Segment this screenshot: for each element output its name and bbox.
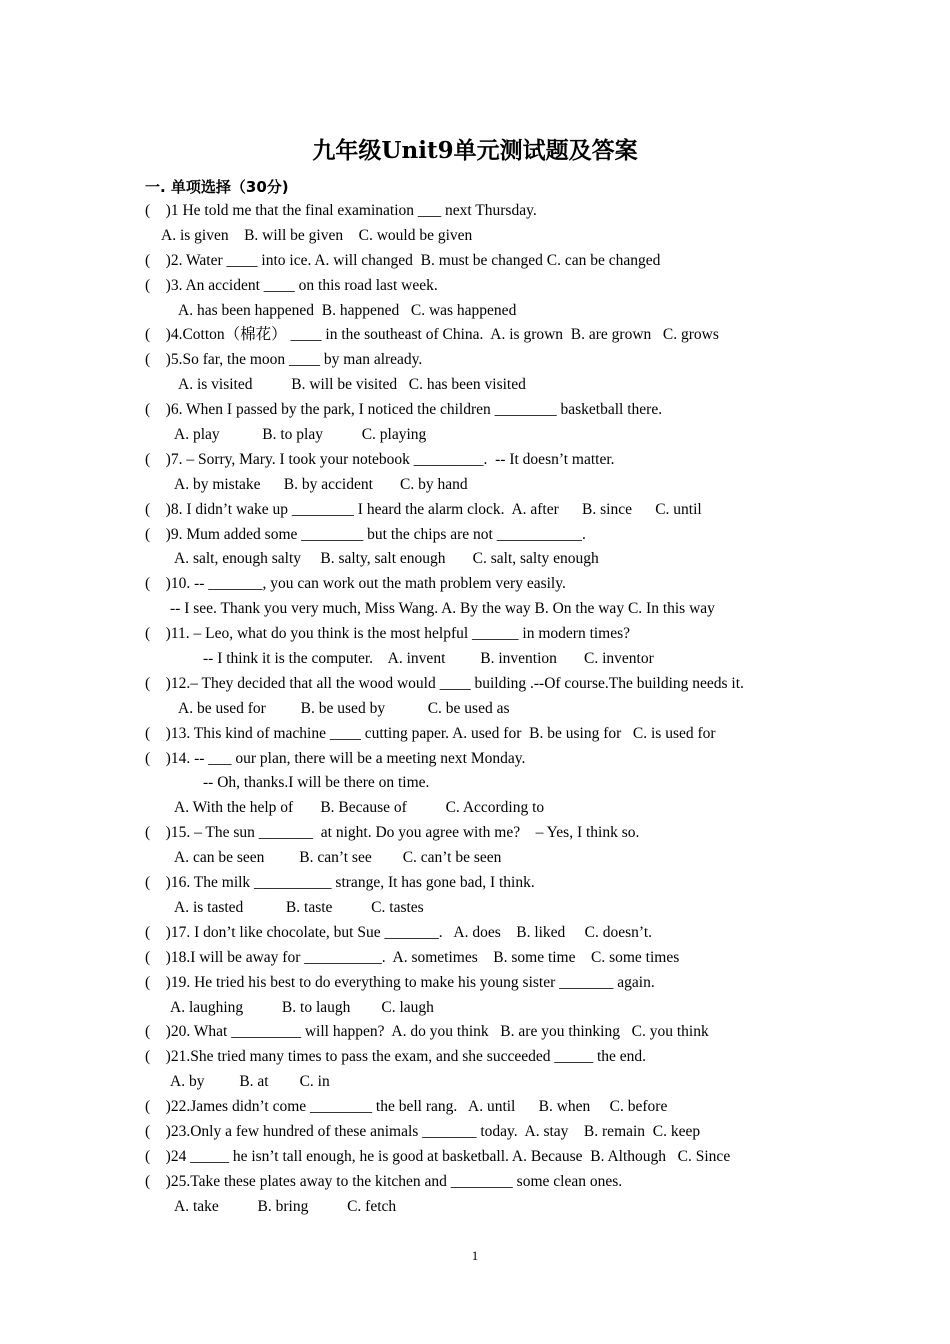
question-line: ( )14. -- ___ our plan, there will be a meeting next Monday. xyxy=(145,749,526,767)
question-line: ( )6. When I passed by the park, I noticed the children ________ basketball there. xyxy=(145,401,663,419)
document-title: 九年级Unit9单元测试题及答案 xyxy=(312,137,638,164)
options-line: A. take B. bring C. fetch xyxy=(174,1197,397,1215)
question-line: ( )13. This kind of machine ____ cutting paper. A. used for B. be using for C. is used for xyxy=(145,724,716,742)
question-line: ( )21.She tried many times to pass the exam, and she succeeded _____ the end. xyxy=(145,1048,647,1066)
question-line: ( )16. The milk __________ strange, It has gone bad, I think. xyxy=(145,874,535,892)
question-line: ( )25.Take these plates away to the kitchen and ________ some clean ones. xyxy=(145,1172,623,1190)
question-line: ( )20. What _________ will happen? A. do you think B. are you thinking C. you think xyxy=(145,1023,709,1041)
options-line: A. is given B. will be given C. would be given xyxy=(161,226,473,244)
question-line: ( )17. I don’t like chocolate, but Sue _______. A. does B. liked C. doesn’t. xyxy=(145,923,652,941)
question-list xyxy=(0,199,950,1220)
options-line: A. be used for B. be used by C. be used as xyxy=(178,699,510,717)
options-line: -- I think it is the computer. A. invent B. invention C. inventor xyxy=(203,650,654,668)
options-line: A. is visited B. will be visited C. has been visited xyxy=(178,376,526,394)
question-line: ( )24 _____ he isn’t tall enough, he is good at basketball. A. Because B. Although C. Since xyxy=(145,1147,731,1165)
question-line: ( )1 He told me that the final examination ___ next Thursday. xyxy=(145,202,537,219)
question-line: ( )19. He tried his best to do everything to make his young sister _______ again. xyxy=(145,973,655,991)
question-line: ( )11. – Leo, what do you think is the most helpful ______ in modern times? xyxy=(145,625,631,643)
options-line: A. by B. at C. in xyxy=(170,1073,330,1091)
page-number: 1 xyxy=(471,1248,479,1263)
options-line: -- Oh, thanks.I will be there on time. xyxy=(203,774,430,792)
question-line: ( )12.– They decided that all the wood would ____ building .--Of course.The building needs it. xyxy=(145,674,744,692)
question-line: ( )10. -- _______, you can work out the math problem very easily. xyxy=(145,575,566,593)
question-line: ( )9. Mum added some ________ but the chips are not ___________. xyxy=(145,525,586,543)
options-line: A. salt, enough salty B. salty, salt enough C. salt, salty enough xyxy=(174,550,599,568)
options-line: -- I see. Thank you very much, Miss Wang. A. By the way B. On the way C. In this way xyxy=(170,600,715,618)
question-line: ( )7. – Sorry, Mary. I took your notebook _________. -- It doesn’t matter. xyxy=(145,450,615,468)
options-line: A. can be seen B. can’t see C. can’t be seen xyxy=(174,849,502,867)
options-line: A. laughing B. to laugh C. laugh xyxy=(170,998,434,1016)
question-line: ( )5.So far, the moon ____ by man already. xyxy=(145,351,423,369)
options-line: A. With the help of B. Because of C. According to xyxy=(174,799,545,817)
question-line: ( )3. An accident ____ on this road last week. xyxy=(145,276,438,294)
question-line: ( )15. – The sun _______ at night. Do you agree with me? – Yes, I think so. xyxy=(145,824,640,842)
question-line: ( )18.I will be away for __________. A. sometimes B. some time C. some times xyxy=(145,948,680,966)
options-line: A. play B. to play C. playing xyxy=(174,426,427,444)
section-heading: 一. 单项选择（30分) xyxy=(145,178,289,196)
options-line: A. is tasted B. taste C. tastes xyxy=(174,898,424,916)
options-line: A. has been happened B. happened C. was happened xyxy=(178,301,517,319)
question-line: ( )4.Cotton（棉花） ____ in the southeast of China. A. is grown B. are grown C. grows xyxy=(145,326,719,344)
question-line: ( )22.James didn’t come ________ the bell rang. A. until B. when C. before xyxy=(145,1098,668,1116)
question-line: ( )2. Water ____ into ice. A. will changed B. must be changed C. can be changed xyxy=(145,251,661,269)
question-line: ( )8. I didn’t wake up ________ I heard the alarm clock. A. after B. since C. until xyxy=(145,500,702,518)
question-line: ( )23.Only a few hundred of these animals _______ today. A. stay B. remain C. keep xyxy=(145,1122,701,1140)
options-line: A. by mistake B. by accident C. by hand xyxy=(174,475,468,493)
